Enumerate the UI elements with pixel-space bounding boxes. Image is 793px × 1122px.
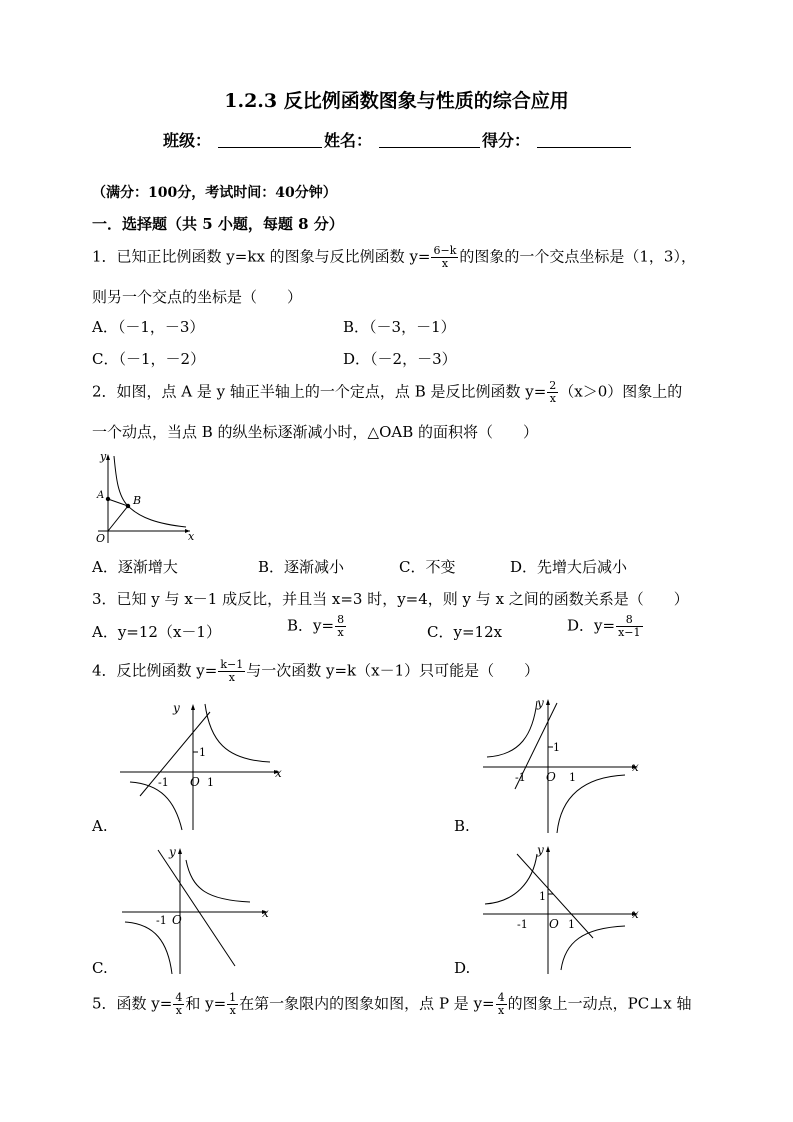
svg-text:x: x [275,766,282,780]
q2-stem: 2．如图，点 A 是 y 轴正半轴上的一个定点，点 B 是反比例函数 y= $\frac{2}{x}$ （x＞0）图象上的 [92,379,683,405]
q5-stem: 5．函数 y= $\frac{4}{x}$ 和 y= $\frac{1}{x}$ 在第一象限内的图象如图，点 P 是 y= $\frac{4}{x}$ 的图象上一动点，PC⊥x 轴 [92,991,692,1017]
line [158,850,235,966]
svg-text:O: O [549,917,559,931]
svg-text:-1: -1 [158,776,169,789]
exam-info: （满分：100分，考试时间：40分钟） [92,185,337,201]
q1-fraction: $\frac{6-k}{x}$ [433,244,457,270]
q4-graph-d[interactable] [475,842,647,977]
svg-text:x: x [262,906,269,920]
svg-text:-1: -1 [156,914,167,927]
fig-x-label: x [188,530,195,543]
fig-b-label: B [133,494,142,507]
score-blank[interactable] [537,130,631,148]
curve-q3 [125,922,172,974]
hyperbola-curve [114,456,186,527]
q1-option-a[interactable]: A．（－1，－3） [92,318,205,336]
svg-text:-1: -1 [515,771,526,784]
q3-option-b[interactable]: B．y= $\frac{8}{x}$ [287,613,345,639]
q2-option-b[interactable]: B．逐渐减小 [258,558,345,576]
q1-option-d[interactable]: D．（－2，－3） [343,350,457,368]
q4-label-a[interactable]: A. [92,817,108,835]
class-blank[interactable] [218,130,322,148]
fig-a-label: A [97,490,105,501]
q4-stem: 4．反比例函数 y= $\frac{k-1}{x}$ 与一次函数 y=k（x－1）只可能是（ ） [92,658,540,684]
q3-option-a[interactable]: A．y=12（x－1） [92,623,221,641]
q3-option-d[interactable]: D．y= $\frac{8}{x-1}$ [567,613,641,639]
svg-text:y: y [169,845,176,859]
name-label: 姓名： [324,131,373,150]
svg-text:O: O [190,775,200,789]
q1-stem: 1．已知正比例函数 y=kx 的图象与反比例函数 y= $\frac{6-k}{x}$ 的图象的一个交点坐标是（1，3）， [92,244,696,270]
svg-text:1: 1 [207,776,214,789]
svg-text:x: x [632,907,639,921]
curve-q1 [186,860,250,902]
q2-option-c[interactable]: C．不变 [399,558,456,576]
q4-label-b[interactable]: B. [454,817,470,835]
svg-text:x: x [632,760,639,774]
class-label: 班级： [163,131,212,150]
page-title: 1.2.3 反比例函数图象与性质的综合应用 [224,90,569,112]
point-b [126,504,130,508]
q1-option-b[interactable]: B．（－3，－1） [343,318,456,336]
q3-stem: 3．已知 y 与 x－1 成反比，并且当 x=3 时，y=4，则 y 与 x 之间的函数关系是（ ） [92,590,689,608]
score-label: 得分： [482,131,531,150]
q2-figure [88,448,200,548]
q4-graph-b[interactable] [475,695,647,835]
svg-text:y: y [173,701,180,715]
fig-o-label: O [96,532,106,545]
curve-q4 [557,775,625,833]
q4-graph-a[interactable] [110,700,290,835]
svg-text:1: 1 [539,890,546,903]
svg-text:-1: -1 [517,918,528,931]
q2-fraction: $\frac{2}{x}$ [549,379,557,405]
svg-text:y: y [537,843,544,857]
q4-graph-c[interactable] [110,842,280,977]
svg-text:y: y [537,696,544,710]
point-a [106,497,110,501]
q4-label-c[interactable]: C. [92,959,108,977]
curve-q2 [485,854,537,904]
name-blank[interactable] [379,130,480,148]
fig-y-label: y [100,450,107,463]
section-heading: 一．选择题（共 5 小题，每题 8 分） [92,215,344,233]
curve-q4 [561,926,625,970]
q3-option-c[interactable]: C．y=12x [427,623,503,641]
curve-q3 [130,782,182,830]
curve-q2 [487,701,537,757]
q2-option-d[interactable]: D．先增大后减小 [510,558,628,576]
q1-option-c[interactable]: C．（－1，－2） [92,350,206,368]
svg-text:O: O [172,913,182,927]
svg-text:O: O [546,770,556,784]
q4-label-d[interactable]: D. [454,959,471,977]
q4-fraction: $\frac{k-1}{x}$ [220,658,244,684]
svg-text:1: 1 [568,918,575,931]
curve-q1 [205,704,270,762]
svg-text:1: 1 [569,771,576,784]
segment-ob [108,506,128,531]
svg-text:1: 1 [199,746,206,759]
svg-text:1: 1 [553,741,560,754]
q2-option-a[interactable]: A．逐渐增大 [92,558,178,576]
q2-stem-line2: 一个动点，当点 B 的纵坐标逐渐减小时，△OAB 的面积将（ ） [92,423,539,441]
q1-stem-line2: 则另一个交点的坐标是（ ） [92,288,303,306]
